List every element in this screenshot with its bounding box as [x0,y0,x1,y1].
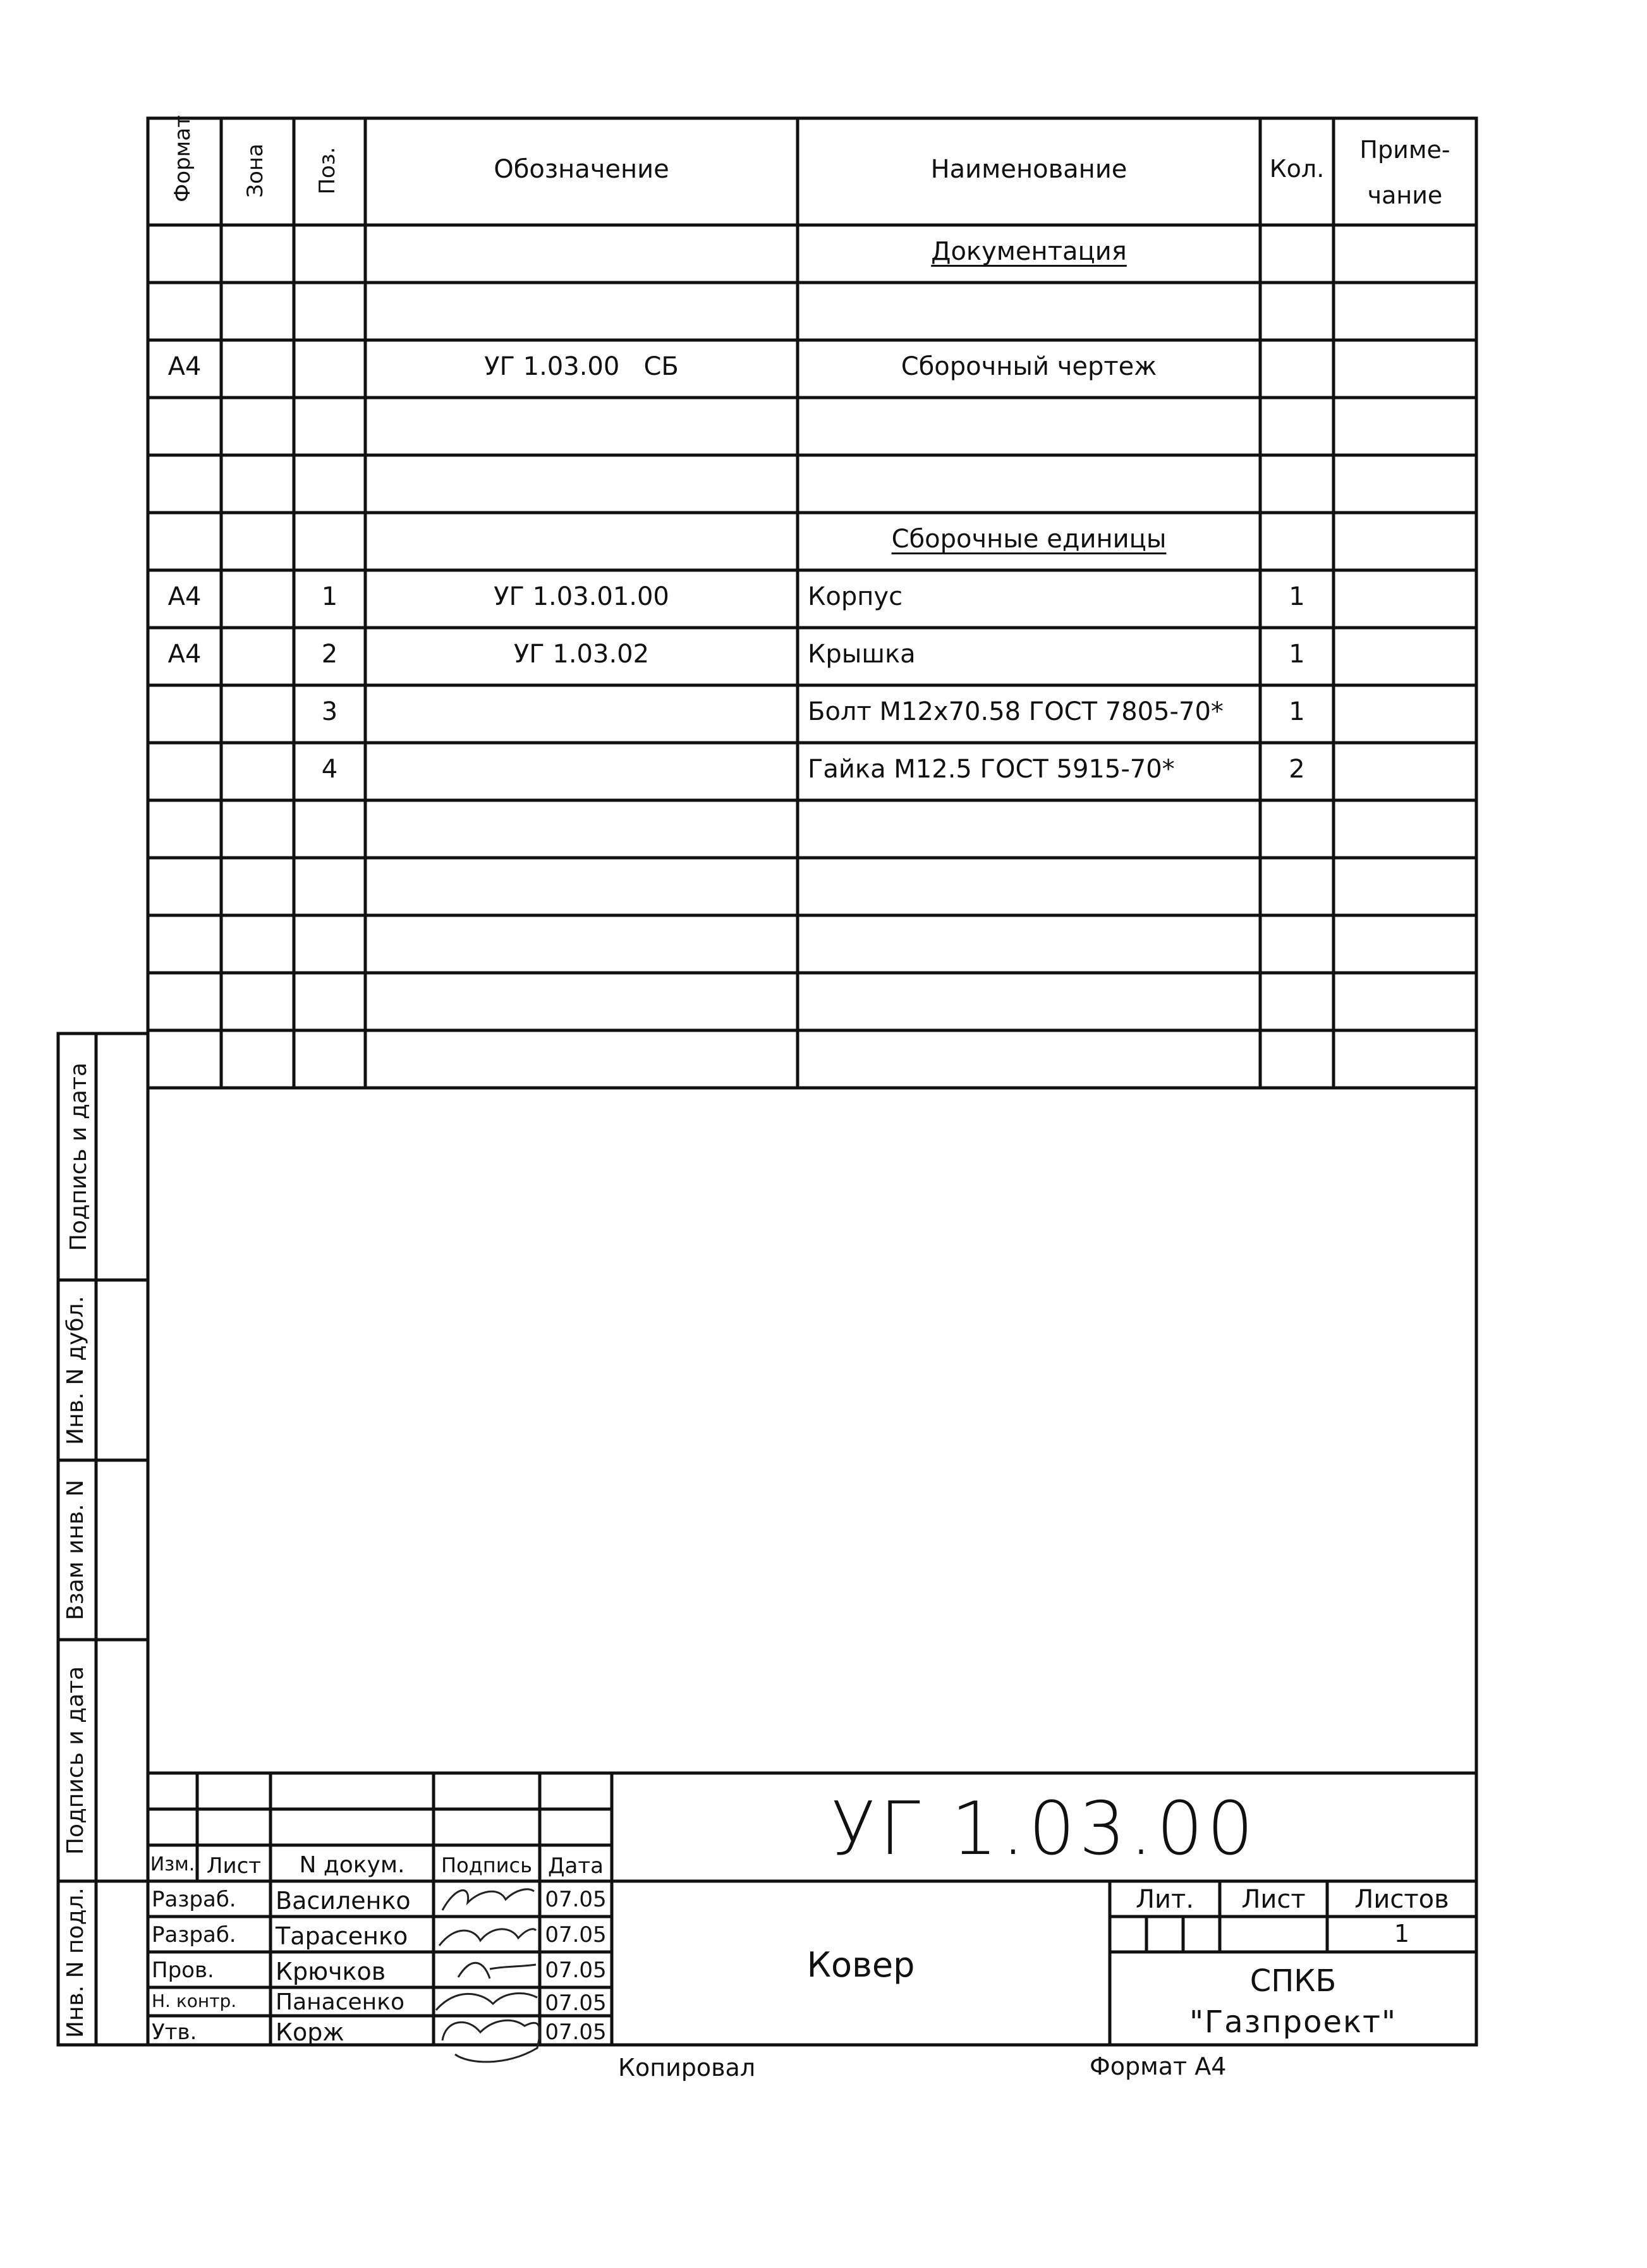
header-designation: Обозначение [494,155,669,184]
row-qty: 2 [1289,755,1305,784]
row-name: Крышка [808,640,916,669]
row-qty: 1 [1289,582,1305,611]
row-pos: 2 [321,640,338,669]
document-designation: УГ 1.03.00 [830,1786,1258,1872]
side-label-sign-date-top: Подпись и дата [66,1062,92,1252]
row-format: А4 [167,640,202,669]
tb-header-podpis: Подпись [441,1853,532,1877]
signature-5 [442,2020,540,2062]
signature-1 [442,1889,534,1910]
tb-date: 07.05 [545,1922,607,1948]
row-pos: 3 [321,697,338,726]
header-name: Наименование [930,155,1127,184]
row-designation: УГ 1.03.01.00 [494,582,669,611]
header-note-line1: Приме- [1359,136,1450,164]
tb-header-n-dokum: N докум. [299,1852,405,1878]
side-label-inv-dubl: Инв. N дубл. [63,1296,88,1445]
sheet-label: Лист [1241,1885,1306,1914]
sheets-value: 1 [1394,1920,1410,1948]
row-name: Сборочный чертеж [901,352,1157,381]
side-label-vzam-inv: Взам инв. N [63,1479,88,1621]
org-name-line2: "Газпроект" [1189,2004,1397,2040]
tb-header-izm: Изм. [150,1853,195,1875]
signature-2 [439,1929,536,1946]
row-designation: УГ 1.03.02 [513,640,650,669]
footer-copied: Копировал [618,2054,756,2082]
sheets-label: Листов [1354,1885,1449,1914]
row-pos: 4 [321,755,338,784]
row-name: Гайка М12.5 ГОСТ 5915-70* [808,755,1175,784]
row-pos: 1 [321,582,338,611]
product-name: Ковер [806,1945,915,1985]
footer-format: Формат А4 [1090,2052,1227,2080]
tb-date: 07.05 [545,2020,607,2045]
section-documentation: Документация [931,237,1127,266]
tb-role: Н. контр. [152,1991,237,2011]
header-zone: Зона [243,143,268,198]
tb-header-list: Лист [206,1853,262,1879]
header-qty: Кол. [1269,155,1325,183]
tb-role: Разраб. [152,1922,236,1948]
tb-name: Тарасенко [276,1922,408,1950]
header-format: Формат [170,115,195,202]
tb-name: Василенко [276,1887,411,1915]
section-assembly-units: Сборочные единицы [891,525,1167,554]
tb-role: Утв. [152,2020,197,2045]
lit-label: Лит. [1135,1885,1194,1914]
org-name-line1: СПКБ [1249,1963,1337,1999]
side-label-sign-date-bottom: Подпись и дата [63,1666,88,1855]
side-label-inv-podl: Инв. N подл. [63,1887,88,2038]
tb-date: 07.05 [545,1958,607,1983]
tb-date: 07.05 [545,1991,607,2016]
row-name: Корпус [808,582,903,611]
tb-role: Пров. [152,1958,214,1983]
signature-4 [436,1993,537,2010]
tb-role: Разраб. [152,1887,236,1912]
tb-name: Корж [276,2018,344,2046]
row-format: А4 [167,582,202,611]
row-name: Болт М12х70.58 ГОСТ 7805-70* [808,697,1224,726]
tb-name: Крючков [276,1958,386,1985]
tb-name: Панасенко [276,1989,404,2015]
tb-header-data: Дата [547,1853,604,1879]
signature-3 [458,1963,536,1978]
row-qty: 1 [1289,697,1305,726]
row-format: А4 [167,352,202,381]
row-qty: 1 [1289,640,1305,669]
row-designation: УГ 1.03.00 СБ [484,352,679,381]
header-pos: Поз. [315,147,340,195]
tb-date: 07.05 [545,1887,607,1912]
header-note-line2: чание [1367,181,1443,209]
